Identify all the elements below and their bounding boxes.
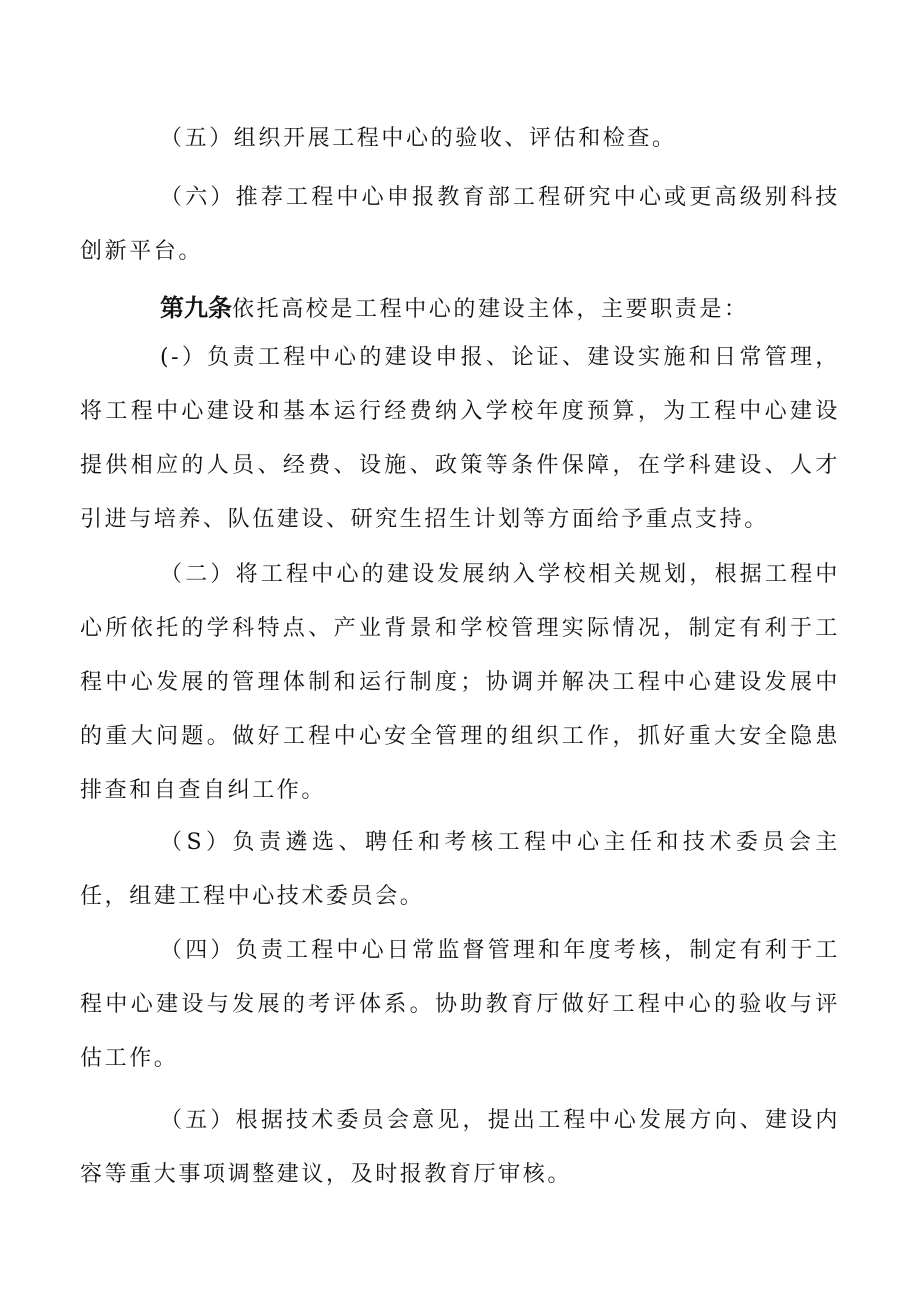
paragraph-5-acceptance: [80, 112, 840, 166]
paragraph-text: （五）根据技术委员会意见，提出工程中心发展方向、建设内容等重大事项调整建议，及时报教育厅审核。: [80, 1108, 840, 1187]
article-heading: 第九条: [160, 294, 232, 322]
paragraph-text: (-）负责工程中心的建设申报、论证、建设实施和日常管理，将工程中心建设和基本运行经费纳入学校年度预算，为工程中心建设提供相应的人员、经费、设施、政策等条件保障，在学科建设、人才引进与培养、队伍建设、研究生招生计划等方面给予重点支持。: [80, 345, 840, 532]
paragraph-text: 依托高校是工程中心的建设主体，主要职责是：: [232, 297, 749, 322]
paragraph-6-recommend: [80, 171, 840, 279]
duty-2-paragraph: [80, 548, 840, 818]
paragraph-text: （二）将工程中心的建设发展纳入学校相关规划，根据工程中心所依托的学科特点、产业背景和学校管理实际情况，制定有利于工程中心发展的管理体制和运行制度；协调并解决工程中心建设发展中的重大问题。做好工程中心安全管理的组织工作，抓好重大安全隐患排查和自查自纠工作。: [80, 562, 840, 803]
paragraph-text: （S）负责遴选、聘任和考核工程中心主任和技术委员会主任，组建工程中心技术委员会。: [80, 830, 840, 909]
duty-5-paragraph: [80, 1094, 840, 1202]
paragraph-text: （五）组织开展工程中心的验收、评估和检查。: [160, 126, 677, 151]
article-9-paragraph: [80, 281, 840, 337]
paragraph-text: （四）负责工程中心日常监督管理和年度考核，制定有利于工程中心建设与发展的考评体系。协助教育厅做好工程中心的验收与评估工作。: [80, 938, 840, 1071]
paragraph-text: （六）推荐工程中心申报教育部工程研究中心或更高级别科技创新平台。: [80, 185, 840, 264]
duty-3-paragraph: [80, 816, 840, 924]
duty-4-paragraph: [80, 924, 840, 1086]
duty-1-paragraph: [80, 331, 840, 547]
